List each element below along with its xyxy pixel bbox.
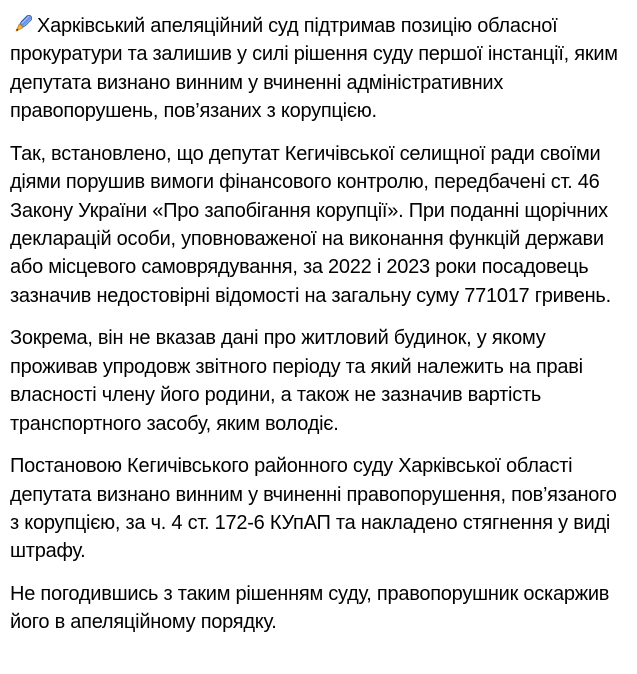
paragraph-4 bbox=[10, 452, 627, 566]
paragraph-2-text: Так, встановлено, що депутат Кегичівської селищної ради своїми діями порушив вимоги фінансового контролю, передбачені ст. 46 Закону України «Про запобігання корупції». При поданні щорічних декларацій особи, уповноваженої на виконання функцій держави або місцевого самоврядування, за 2022 і 2023 роки посадовець зазначив недостовірні відомості на загальну суму 771017 гривень. bbox=[10, 142, 611, 307]
paragraph-5 bbox=[10, 580, 627, 637]
paragraph-1-text: Харківський апеляційний суд підтримав позицію обласної прокуратури та залишив у силі рішення суду першої інстанції, яким депутата визнано винним у вчиненні адміністративних правопорушень, пов’язаних з корупцією. bbox=[10, 15, 618, 123]
paragraph-1 bbox=[10, 11, 627, 126]
paragraph-3 bbox=[10, 324, 627, 438]
paragraph-3-text: Зокрема, він не вказав дані про житловий будинок, у якому проживав упродовж звітного періоду та який належить на праві власності члену його родини, а також не зазначив вартість транспортного засобу, яким володіє. bbox=[10, 327, 583, 435]
paragraph-4-text: Постановою Кегичівського районного суду Харківської області депутата визнано винним у вчиненні правопорушення, пов’язаного з корупцією, за ч. 4 ст. 172-6 КУпАП та накладено стягнення у виді штрафу. bbox=[10, 455, 617, 563]
fountain-pen-icon bbox=[10, 11, 36, 37]
paragraph-2 bbox=[10, 140, 627, 310]
paragraph-5-text: Не погодившись з таким рішенням суду, правопорушник оскаржив його в апеляційному порядку. bbox=[10, 583, 610, 634]
